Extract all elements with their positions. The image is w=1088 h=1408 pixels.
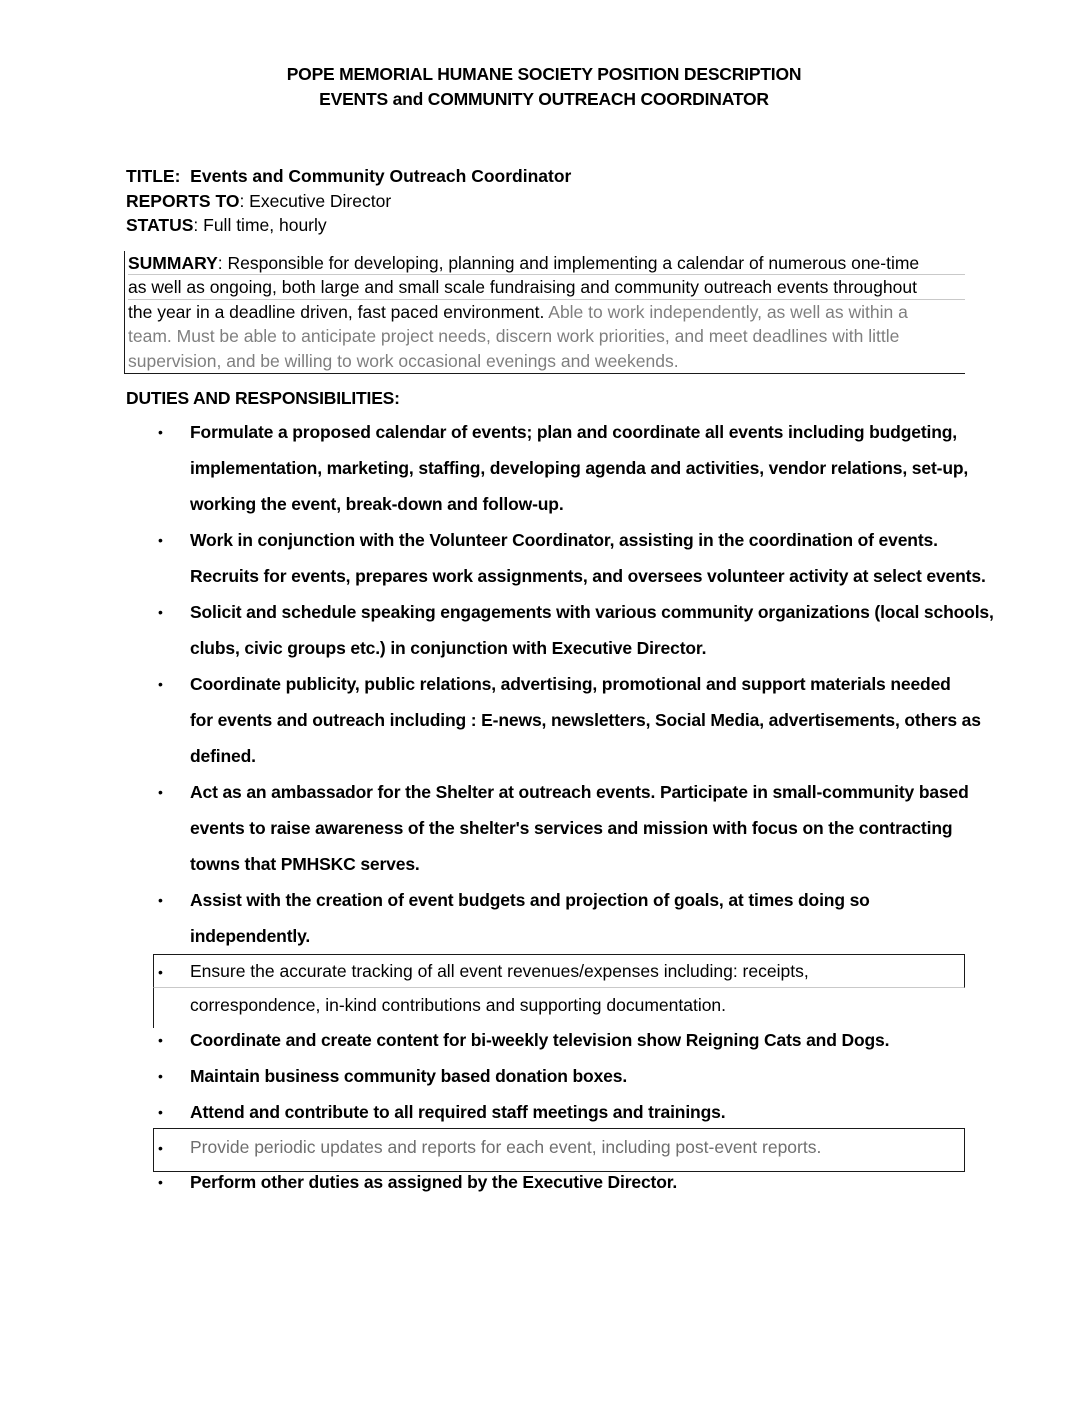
bullet-icon: • <box>158 604 163 620</box>
summary-text-dark: the year in a deadline driven, fast paced environment. <box>128 301 549 322</box>
duty-text-line: Recruits for events, prepares work assignments, and oversees volunteer activity at select events. <box>190 566 986 586</box>
summary-line <box>128 251 965 276</box>
bullet-icon: • <box>158 892 163 908</box>
duty-text-line: independently. <box>190 926 311 946</box>
meta-status-label: STATUS <box>126 215 194 235</box>
bullet-icon: • <box>158 424 163 440</box>
bullet-icon: • <box>158 1068 163 1084</box>
duty-list-item <box>0 594 1088 666</box>
duty-list-item <box>0 666 1088 774</box>
duty-text-line: Solicit and schedule speaking engagements with various community organizations (local schools, <box>190 602 994 622</box>
bullet-icon: • <box>158 784 163 800</box>
summary-text-gray: Able to work independently, as well as within a <box>548 301 908 322</box>
duty-text-line: Work in conjunction with the Volunteer Coordinator, assisting in the coordination of events. <box>190 530 938 550</box>
duty-text-line: defined. <box>190 746 256 766</box>
position-meta-block <box>0 164 1088 238</box>
meta-reports-value: : Executive Director <box>239 190 392 211</box>
duty-text-line: Attend and contribute to all required staff meetings and trainings. <box>190 1102 726 1122</box>
duties-heading: DUTIES AND RESPONSIBILITIES: <box>126 388 400 408</box>
duty-text-line: Maintain business community based donation boxes. <box>190 1066 628 1086</box>
summary-line <box>128 324 965 349</box>
bullet-icon: • <box>158 1174 163 1190</box>
duty-text-line: events to raise awareness of the shelter's services and mission with focus on the contracting <box>190 818 953 838</box>
duty-text-line: clubs, civic groups etc.) in conjunction with Executive Director. <box>190 638 707 658</box>
summary-line <box>128 275 965 300</box>
duty-list-item <box>0 774 1088 882</box>
duty-list-item <box>0 954 1088 1022</box>
duty-text-line: Ensure the accurate tracking of all event revenues/expenses including: receipts, <box>190 961 809 981</box>
bullet-icon: • <box>158 676 163 692</box>
summary-block <box>124 251 965 375</box>
meta-reports-line <box>126 189 1088 214</box>
meta-status-value: : Full time, hourly <box>193 215 327 235</box>
meta-status-line <box>126 213 1088 238</box>
summary-text-gray: team. Must be able to anticipate project needs, discern work priorities, and meet deadlines with little <box>128 326 900 346</box>
header-line-1: POPE MEMORIAL HUMANE SOCIETY POSITION DESCRIPTION <box>286 64 802 84</box>
duty-list-item <box>0 1022 1088 1058</box>
summary-text-gray: supervision, and be willing to work occasional evenings and weekends. <box>128 350 679 371</box>
bullet-icon: • <box>158 1032 163 1048</box>
bullet-icon: • <box>158 532 163 548</box>
duty-text-line: for events and outreach including : E-news, newsletters, Social Media, advertisements, others as <box>190 710 981 730</box>
duty-text-line: Coordinate publicity, public relations, advertising, promotional and support materials needed <box>190 674 951 694</box>
duty-text-line: correspondence, in-kind contributions and supporting documentation. <box>190 995 727 1015</box>
meta-title-line <box>126 164 1088 189</box>
meta-reports-label: REPORTS TO <box>126 190 240 211</box>
bullet-icon: • <box>158 1104 163 1120</box>
meta-title-value: Events and Community Outreach Coordinator <box>190 166 572 186</box>
summary-text-dark: as well as ongoing, both large and small scale fundraising and community outreach events throughout <box>128 277 917 297</box>
duty-text-line: Formulate a proposed calendar of events; plan and coordinate all events including budgeting, <box>190 422 958 442</box>
duty-list-item <box>0 1094 1088 1130</box>
duty-text-line: Act as an ambassador for the Shelter at outreach events. Participate in small-community based <box>190 782 969 802</box>
duty-text-line: Coordinate and create content for bi-weekly television show Reigning Cats and Dogs. <box>190 1030 890 1050</box>
duty-list-item <box>0 522 1088 594</box>
duty-list-item <box>0 1164 1088 1200</box>
duty-text-line: implementation, marketing, staffing, developing agenda and activities, vendor relations, set-up, <box>190 458 969 478</box>
duty-text-line: towns that PMHSKC serves. <box>190 854 420 874</box>
duties-list <box>0 414 1088 1200</box>
duty-text-line: Assist with the creation of event budgets and projection of goals, at times doing so <box>190 890 870 910</box>
header-line-2: EVENTS and COMMUNITY OUTREACH COORDINATOR <box>319 89 769 109</box>
duty-text-line: Perform other duties as assigned by the Executive Director. <box>190 1172 678 1192</box>
duty-list-item <box>0 1130 1088 1164</box>
duty-list-item <box>0 1058 1088 1094</box>
bullet-icon: • <box>158 964 163 980</box>
duty-list-item <box>0 414 1088 522</box>
duty-list-item <box>0 882 1088 954</box>
summary-line <box>128 300 965 325</box>
summary-label: SUMMARY <box>128 252 218 273</box>
duty-text-line: Provide periodic updates and reports for each event, including post-event reports. <box>190 1137 822 1157</box>
summary-line <box>128 349 965 374</box>
summary-text-dark: : Responsible for developing, planning and implementing a calendar of numerous one-time <box>217 252 920 273</box>
meta-title-label: TITLE: <box>126 166 181 186</box>
bullet-icon: • <box>158 1140 163 1156</box>
document-header <box>0 0 1088 112</box>
duty-text-line: working the event, break-down and follow-up. <box>190 494 564 514</box>
